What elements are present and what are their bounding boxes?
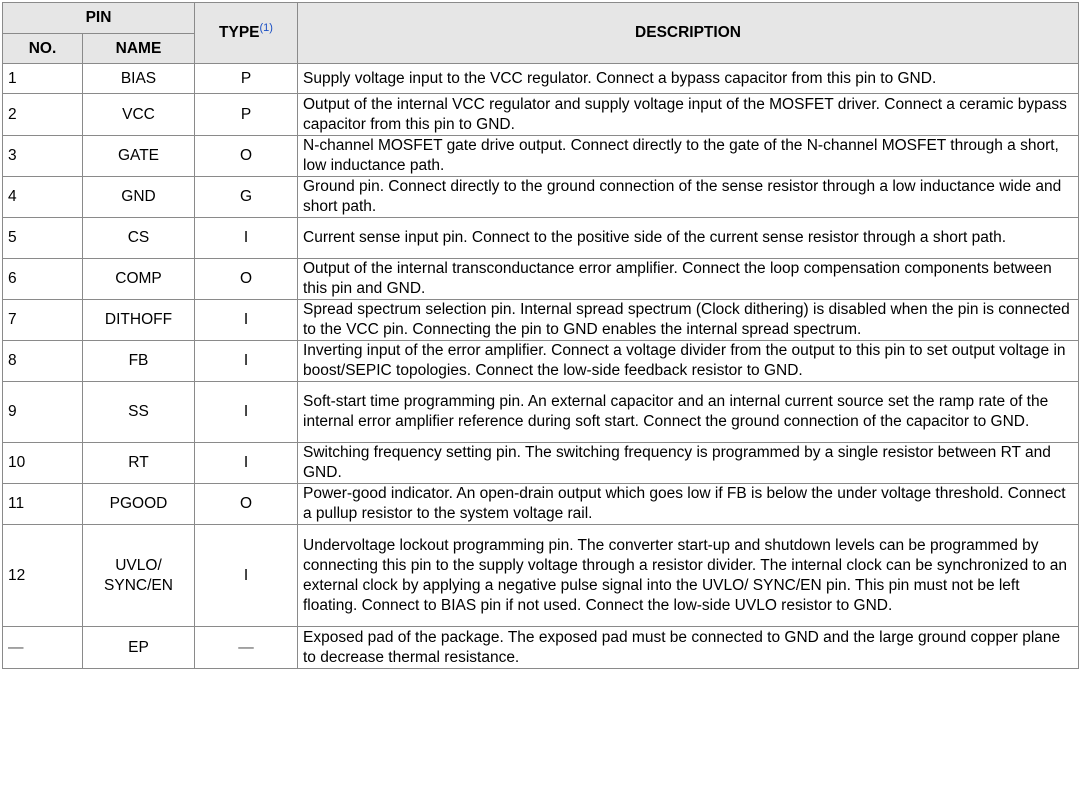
table-row [3, 627, 1079, 669]
pin-type: P [195, 94, 298, 136]
pin-number: 9 [3, 382, 83, 443]
pin-type: G [195, 177, 298, 218]
pin-description: Soft-start time programming pin. An external capacitor and an internal current source set the ramp rate of the internal error amplifier reference during soft start. Connect the ground connection of the capacitor to GND. [298, 382, 1079, 443]
pin-number: 12 [3, 525, 83, 627]
pin-name: CS [83, 218, 195, 259]
pin-description: Current sense input pin. Connect to the positive side of the current sense resistor through a short path. [298, 218, 1079, 259]
pin-type: I [195, 443, 298, 484]
pin-description: Supply voltage input to the VCC regulator. Connect a bypass capacitor from this pin to GND. [298, 64, 1079, 94]
pin-number: 8 [3, 341, 83, 382]
pin-name: PGOOD [83, 484, 195, 525]
pin-type: O [195, 136, 298, 177]
table-body [3, 64, 1079, 669]
pin-number: 10 [3, 443, 83, 484]
pin-name: COMP [83, 259, 195, 300]
table-header [3, 3, 1079, 64]
pin-description: Ground pin. Connect directly to the ground connection of the sense resistor through a low inductance wide and short path. [298, 177, 1079, 218]
pin-description: Output of the internal transconductance error amplifier. Connect the loop compensation components between this pin and GND. [298, 259, 1079, 300]
table-row [3, 443, 1079, 484]
table-row [3, 259, 1079, 300]
pin-number: 1 [3, 64, 83, 94]
header-name: NAME [83, 34, 195, 64]
pin-description: Power-good indicator. An open-drain output which goes low if FB is below the under voltage threshold. Connect a pullup resistor to the system voltage rail. [298, 484, 1079, 525]
pin-type: O [195, 484, 298, 525]
pin-number: 11 [3, 484, 83, 525]
pin-name: UVLO/ SYNC/EN [83, 525, 195, 627]
pin-name: GND [83, 177, 195, 218]
header-no: NO. [3, 34, 83, 64]
table-row [3, 136, 1079, 177]
table-row [3, 484, 1079, 525]
pin-type: — [195, 627, 298, 669]
pin-name: RT [83, 443, 195, 484]
pin-number: 3 [3, 136, 83, 177]
pin-name: VCC [83, 94, 195, 136]
header-type [195, 3, 298, 64]
header-pin: PIN [3, 3, 195, 34]
pin-description: Exposed pad of the package. The exposed pad must be connected to GND and the large ground copper plane to decrease thermal resistance. [298, 627, 1079, 669]
table-row [3, 64, 1079, 94]
pin-type: I [195, 382, 298, 443]
pin-description: Undervoltage lockout programming pin. The converter start-up and shutdown levels can be programmed by connecting this pin to the supply voltage through a resistor divider. The internal clock can be synchronized to an external clock by applying a negative pulse signal into the UVLO/ SYNC/EN pin. This pin must not be left floating. Connect to BIAS pin if not used. Connect the low-side UVLO resistor to GND. [298, 525, 1079, 627]
pin-name: SS [83, 382, 195, 443]
pin-function-table [2, 2, 1079, 669]
pin-type: I [195, 218, 298, 259]
pin-name: GATE [83, 136, 195, 177]
table-row [3, 177, 1079, 218]
pin-type: O [195, 259, 298, 300]
pin-type: I [195, 300, 298, 341]
table-row [3, 218, 1079, 259]
pin-number: 7 [3, 300, 83, 341]
header-description: DESCRIPTION [298, 3, 1079, 64]
pin-type: I [195, 525, 298, 627]
pin-number: — [3, 627, 83, 669]
table-row [3, 341, 1079, 382]
pin-type: P [195, 64, 298, 94]
pin-description: Output of the internal VCC regulator and supply voltage input of the MOSFET driver. Connect a ceramic bypass capacitor from this pin to GND. [298, 94, 1079, 136]
pin-type: I [195, 341, 298, 382]
table-row [3, 94, 1079, 136]
pin-name: EP [83, 627, 195, 669]
pin-description: Spread spectrum selection pin. Internal spread spectrum (Clock dithering) is disabled when the pin is connected to the VCC pin. Connecting the pin to GND enables the internal spread spectrum. [298, 300, 1079, 341]
pin-number: 2 [3, 94, 83, 136]
type-footnote-link[interactable]: (1) [259, 21, 273, 34]
pin-description: Inverting input of the error amplifier. Connect a voltage divider from the output to this pin to set output voltage in boost/SEPIC topologies. Connect the low-side feedback resistor to GND. [298, 341, 1079, 382]
table-row [3, 525, 1079, 627]
header-type-label: TYPE [219, 24, 260, 41]
pin-number: 4 [3, 177, 83, 218]
pin-number: 6 [3, 259, 83, 300]
pin-name: FB [83, 341, 195, 382]
table-row [3, 300, 1079, 341]
pin-name: BIAS [83, 64, 195, 94]
pin-description: N-channel MOSFET gate drive output. Connect directly to the gate of the N-channel MOSFET through a short, low inductance path. [298, 136, 1079, 177]
table-row [3, 382, 1079, 443]
pin-name: DITHOFF [83, 300, 195, 341]
pin-description: Switching frequency setting pin. The switching frequency is programmed by a single resistor between RT and GND. [298, 443, 1079, 484]
pin-number: 5 [3, 218, 83, 259]
